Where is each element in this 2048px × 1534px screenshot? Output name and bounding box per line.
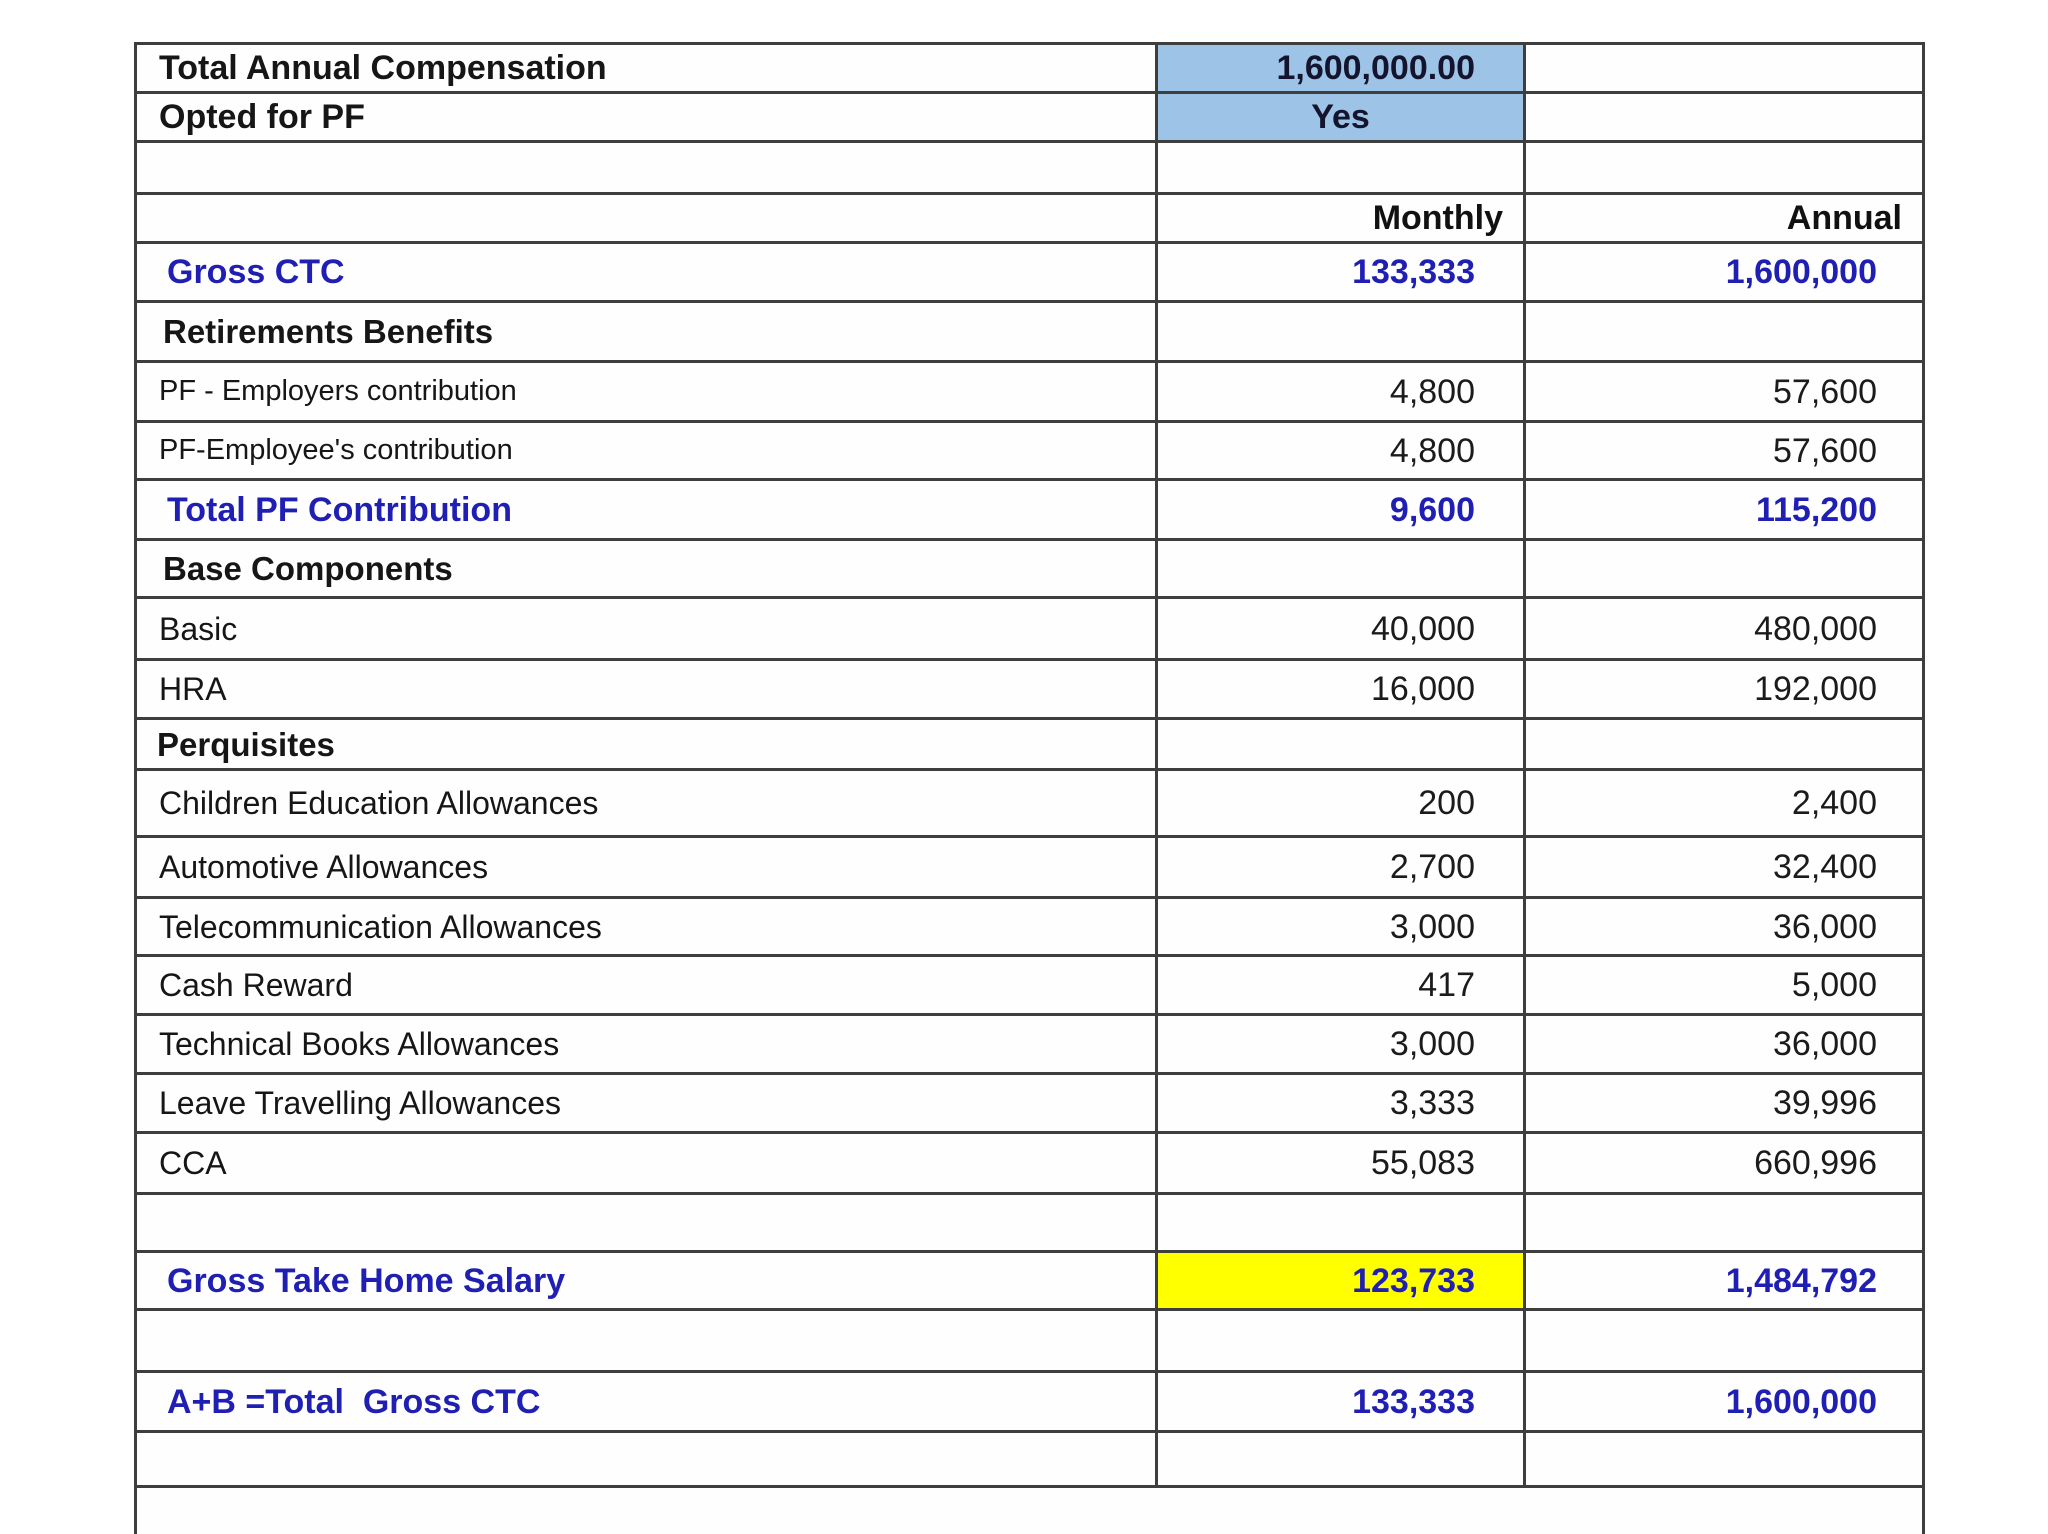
empty-cell (1526, 143, 1922, 192)
row-spacer (137, 1195, 1922, 1253)
row-label: Gross CTC (167, 253, 345, 291)
empty-cell (1526, 1311, 1922, 1370)
cca-annual-cell: 660,996 (1754, 1144, 1877, 1182)
item-label: CCA (159, 1145, 227, 1181)
row-perquisites (137, 720, 1922, 771)
section-label: Base Components (163, 550, 453, 587)
cca-monthly-cell: 55,083 (1158, 1134, 1526, 1192)
telecommunication-monthly-cell: 3,000 (1158, 899, 1526, 954)
item-label-cell (137, 838, 1158, 896)
row-hra (137, 661, 1922, 720)
total-pf-label-cell (137, 481, 1158, 538)
row-automotive-allowances (137, 838, 1922, 899)
cash-reward-annual-cell: 5,000 (1791, 966, 1877, 1004)
row-children-education-allowances (137, 771, 1922, 838)
empty-cell (1158, 720, 1526, 768)
row-label: Opted for PF (159, 98, 365, 136)
gross-ctc-annual-cell: 1,600,000 (1725, 253, 1877, 291)
total-pf-monthly-cell: 9,600 (1158, 481, 1526, 538)
row-spacer (137, 1311, 1922, 1373)
item-label: Leave Travelling Allowances (159, 1085, 562, 1121)
children-education-monthly-cell: 200 (1158, 771, 1526, 835)
empty-cell (1526, 45, 1922, 91)
children-education-annual-cell: 2,400 (1791, 784, 1877, 822)
empty-cell (137, 1433, 1158, 1485)
row-pf-employees-contribution (137, 423, 1922, 481)
total-annual-compensation-label-cell (137, 45, 1158, 91)
technical-books-annual-cell: 36,000 (1773, 1025, 1877, 1063)
section-label: Perquisites (157, 725, 335, 763)
empty-cell (1158, 1311, 1526, 1370)
row-label: Total Annual Compensation (159, 49, 607, 87)
row-label: A+B =Total Gross CTC (167, 1382, 541, 1421)
row-total-pf-contribution (137, 481, 1922, 541)
pf-employers-annual-cell: 57,600 (1773, 372, 1877, 411)
telecommunication-annual-cell: 36,000 (1773, 907, 1877, 946)
hra-annual-cell: 192,000 (1754, 670, 1877, 708)
item-label: Cash Reward (159, 967, 353, 1003)
basic-monthly-cell: 40,000 (1158, 599, 1526, 658)
empty-cell (1158, 303, 1526, 360)
pf-employers-monthly-cell: 4,800 (1158, 363, 1526, 420)
row-total-gross-ctc (137, 1373, 1922, 1433)
opted-for-pf-input-cell[interactable] (1158, 94, 1526, 140)
leave-travelling-monthly-cell: 3,333 (1158, 1075, 1526, 1131)
section-header-cell (137, 303, 1158, 360)
technical-books-monthly-cell: 3,000 (1158, 1016, 1526, 1072)
empty-cell (1526, 303, 1922, 360)
total-pf-annual-cell: 115,200 (1755, 490, 1877, 529)
section-label: Retirements Benefits (163, 313, 494, 350)
item-label-cell (137, 661, 1158, 717)
empty-cell (1526, 1433, 1922, 1485)
item-label: Technical Books Allowances (159, 1026, 560, 1062)
row-basic (137, 599, 1922, 661)
automotive-monthly-cell: 2,700 (1158, 838, 1526, 896)
empty-cell (137, 1311, 1158, 1370)
row-gross-ctc (137, 244, 1922, 303)
section-header-cell (137, 541, 1158, 596)
gross-ctc-label-cell (137, 244, 1158, 300)
row-retirements-benefits (137, 303, 1922, 363)
gross-take-home-monthly-highlight-cell: 123,733 (1158, 1253, 1526, 1308)
row-base-components (137, 541, 1922, 599)
gross-take-home-label-cell (137, 1253, 1158, 1308)
gross-ctc-monthly-cell: 133,333 (1158, 244, 1526, 300)
row-spacer (137, 1433, 1922, 1488)
total-gross-ctc-label-cell (137, 1373, 1158, 1430)
item-label: HRA (159, 671, 227, 707)
automotive-annual-cell: 32,400 (1773, 848, 1877, 886)
item-label-cell (137, 423, 1158, 478)
empty-cell (137, 143, 1158, 192)
item-label-cell (137, 899, 1158, 954)
empty-cell (137, 195, 1158, 241)
item-label: PF - Employers contribution (159, 375, 517, 407)
cash-reward-monthly-cell: 417 (1158, 957, 1526, 1013)
basic-annual-cell: 480,000 (1754, 609, 1877, 648)
row-label: Total PF Contribution (167, 490, 512, 529)
gross-take-home-annual-cell: 1,484,792 (1725, 1261, 1877, 1300)
empty-cell (1158, 1195, 1526, 1250)
row-gross-take-home-salary (137, 1253, 1922, 1311)
empty-cell (1158, 1433, 1526, 1485)
item-label: Automotive Allowances (159, 849, 489, 885)
empty-cell (1526, 94, 1922, 140)
row-cash-reward (137, 957, 1922, 1016)
item-label: Basic (159, 610, 238, 647)
row-opted-for-pf (137, 94, 1922, 143)
total-annual-compensation-value: 1,600,000.00 (1276, 49, 1475, 87)
row-spacer (137, 143, 1922, 195)
empty-cell (137, 1488, 1158, 1534)
item-label: Telecommunication Allowances (159, 908, 602, 945)
empty-cell (137, 1195, 1158, 1250)
item-label-cell (137, 771, 1158, 835)
hra-monthly-cell: 16,000 (1158, 661, 1526, 717)
leave-travelling-annual-cell: 39,996 (1773, 1084, 1877, 1122)
section-header-cell (137, 720, 1158, 768)
row-pf-employers-contribution (137, 363, 1922, 423)
item-label-cell (137, 363, 1158, 420)
row-label: Gross Take Home Salary (167, 1261, 566, 1300)
opted-for-pf-value: Yes (1311, 98, 1370, 136)
row-leave-travelling-allowances (137, 1075, 1922, 1134)
total-annual-compensation-input-cell[interactable] (1158, 45, 1526, 91)
item-label: Children Education Allowances (159, 785, 599, 821)
pf-employees-annual-cell: 57,600 (1773, 431, 1877, 470)
row-total-annual-compensation (137, 45, 1922, 94)
row-cca (137, 1134, 1922, 1195)
total-gross-ctc-monthly-cell: 133,333 (1158, 1373, 1526, 1430)
item-label-cell (137, 1134, 1158, 1192)
item-label-cell (137, 599, 1158, 658)
row-telecommunication-allowances (137, 899, 1922, 957)
empty-cell (1526, 1195, 1922, 1250)
empty-cell (1158, 1488, 1526, 1534)
row-partial-bottom (137, 1488, 1922, 1534)
empty-cell (1158, 143, 1526, 192)
item-label-cell (137, 957, 1158, 1013)
pf-employees-monthly-cell: 4,800 (1158, 423, 1526, 478)
opted-for-pf-label-cell (137, 94, 1158, 140)
total-gross-ctc-annual-cell: 1,600,000 (1725, 1382, 1877, 1421)
annual-column-header: Annual (1786, 199, 1902, 237)
empty-cell (1158, 541, 1526, 596)
empty-cell (1526, 720, 1922, 768)
monthly-column-header: Monthly (1158, 195, 1526, 241)
empty-cell (1526, 1488, 1922, 1534)
item-label-cell (137, 1016, 1158, 1072)
item-label: PF-Employee's contribution (159, 434, 513, 466)
salary-breakup-table (134, 42, 1925, 1534)
row-column-headers (137, 195, 1922, 244)
item-label-cell (137, 1075, 1158, 1131)
row-technical-books-allowances (137, 1016, 1922, 1075)
empty-cell (1526, 541, 1922, 596)
